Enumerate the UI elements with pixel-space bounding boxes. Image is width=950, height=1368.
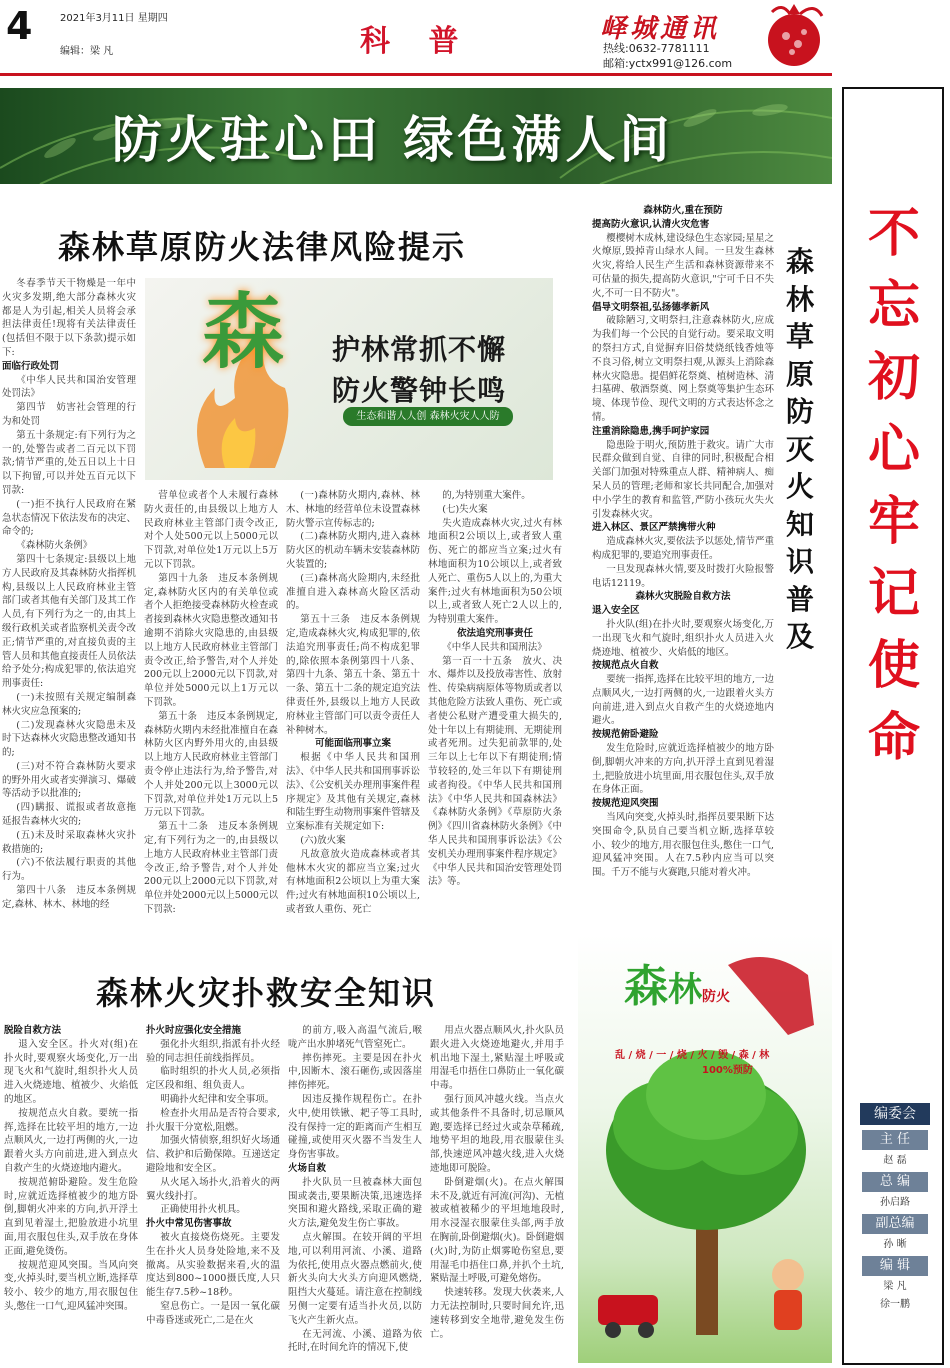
- article1-col2: [144, 489, 278, 917]
- paragraph: 按规范点火自救。要统一指挥,选择在比较平坦的地方,一边点顺风火,一边打两侧的火,一边跟着火头方向前进,进入到点火自救产生的火烧迹地内避火。: [4, 1107, 138, 1174]
- subheading: 按规范迎风突围: [592, 798, 659, 810]
- paragraph: 失火造成森林火灾,过火有林地面积2公顷以上,或者致人重伤、死亡的都应当立案;过火有林地面积为10公顷以上,或者致人死亡、重伤5人以上的,为重大案件;过火有林地面积为50公顷以上,或者致人死亡2人以上的,为特别重大案件。: [428, 517, 562, 626]
- article2-col3: [288, 1024, 422, 1355]
- masthead: 峄城通讯: [600, 14, 721, 44]
- paragraph: 窒息伤亡。一是因一氧化碳中毒昏迷或死亡,二是在火: [146, 1300, 280, 1326]
- paragraph: 扑火队员一旦被森林大面包围或袭击,要果断决策,迅速选择突围和避火路线,采取正确的避火方法,避免发生伤亡事故。: [288, 1176, 422, 1230]
- paragraph: 的前方,吸入高温气流后,喉咙产出水肿堵死气管窒死亡。: [288, 1025, 422, 1050]
- poster2-slogan: 乱 / 烧 / 一 / 烧 / 火 / 毁 / 森 / 林: [615, 1050, 770, 1061]
- board-role: 编 辑: [862, 1256, 928, 1276]
- poster2-percent: 100%预防: [702, 1065, 753, 1076]
- poster-line-2: 防火警钟长鸣: [332, 374, 507, 407]
- paragraph: 第五十条 违反本条例规定,森林防火期内未经批准擅自在森林防火区内野外用火的,由县级以上地方人民政府林业主管部门责令停止违法行为,给予警告,对个人并处200元以上3000元以下罚款,对单位并处1万元以上5万元以下罚款。: [144, 710, 278, 819]
- paragraph: 扑火队(组)在扑火时,要观察火场变化,万一出现飞火和气旋时,组织扑火人员进入火烧迹地、植被少、火焰低的地区。: [592, 618, 774, 658]
- subheading: 脱险自救方法: [4, 1025, 62, 1036]
- issue-date: 2021年3月11日 星期四: [60, 13, 168, 24]
- article1-col5: [592, 204, 774, 880]
- board-name: 赵 磊: [883, 1155, 907, 1166]
- subheading: 森林火灾脱险自救方法: [635, 591, 731, 603]
- paragraph: 《中华人民共和国刑法》: [442, 641, 547, 653]
- paragraph: 一旦发现森林火情,要及时拨打火险报警电话12119。: [592, 563, 774, 589]
- subheading: 按规范点火自救: [592, 660, 659, 672]
- paragraph: 第四十九条 违反本条例规定,森林防火区内的有关单位或者个人拒绝接受森林防火检查或者接到森林火灾隐患整改通知书逾期不消除火灾隐患的,由县级以上地方人民政府林业主管部门责令改正,给予警告,对个人并处200元以上2000元以下罚款,对单位并处5000元以上1万元以下罚款。: [144, 572, 278, 708]
- paragraph: (一)森林防火期内,森林、林木、林地的经营单位未设置森林防火警示宣传标志的;: [286, 490, 420, 529]
- article1-title: 森林草原防火法律风险提示: [58, 228, 467, 266]
- paragraph: 快速转移。发现大伙袭来,人力无法控制时,只要时间允许,迅速转移到安全地带,避免发生伤亡。: [430, 1287, 564, 1340]
- paragraph: (三)对不符合森林防火要求的野外用火或者实弹演习、爆破等活动予以批准的;: [2, 760, 136, 800]
- page-number: 4: [6, 4, 33, 48]
- paragraph: 卧倒避烟(火)。在点火解围未不及,就近有河流(河沟)、无植被或植被稀少的平坦地地段时,用水浸湿衣服蒙住头部,两手放在胸前,卧倒避烟(火)。卧倒避烟(火)时,为防止烟雾呛伤窒息,要用湿毛巾捂住口鼻,并扒个土坑,紧贴湿土呼吸,可避免熔伤。: [430, 1176, 564, 1285]
- paragraph: (六)不依法履行职责的其他行为。: [2, 857, 136, 883]
- board-role: 主 任: [862, 1130, 928, 1150]
- subheading: 可能面临刑事立案: [314, 738, 391, 750]
- paragraph: 第五十条规定:有下列行为之一的,处警告或者二百元以下罚款;情节严重的,处五日以上十日以下拘留,可以并处五百元以下罚款:: [2, 429, 136, 496]
- hotline: 热线:0632-7781111: [603, 42, 710, 55]
- article1-col4: [428, 489, 562, 889]
- paragraph: 加强火情侦察,组织好火场通信、救护和后勤保障。互递送定避险地和安全区。: [146, 1135, 280, 1174]
- article1-col1: [2, 277, 136, 912]
- subheading: 按规范俯卧避险: [592, 729, 659, 741]
- article2-col2: [146, 1024, 280, 1328]
- subheading: 扑火时应强化安全措施: [146, 1025, 242, 1036]
- email: 邮箱:yctx991@126.com: [603, 57, 733, 70]
- page-editor: 编辑：梁 凡: [60, 46, 114, 57]
- subheading: 面临行政处罚: [2, 360, 60, 372]
- board-name: 梁 凡 徐一鹏: [880, 1281, 910, 1310]
- editorial-board: [862, 1130, 928, 1316]
- vertical-feature-title: 森林草原防灭火知识普及: [785, 245, 814, 653]
- paragraph: 根据《中华人民共和国刑法》、《中华人民共和国刑事诉讼法》、《公安机关办理刑事案件程序规定》及其他有关规定,森林和陆生野生动物刑事案件管辖及立案标准有关规定如下:: [286, 752, 420, 833]
- article2-col4: [430, 1024, 564, 1341]
- subheading: 火场自救: [288, 1162, 327, 1174]
- paragraph: (六)放火案: [300, 834, 346, 846]
- subheading: 提高防火意识,认清火灾危害: [592, 218, 710, 230]
- paragraph: (七)失火案: [442, 503, 488, 515]
- board-role: 副总编: [862, 1214, 928, 1234]
- paragraph: 因违反操作规程伤亡。在扑火中,使用铁锹、耙子等工具时,没有保持一定的距离而产生相互碰撞,或使用灭火器不当发生人身伤害事故。: [288, 1093, 422, 1161]
- paragraph: 摔伤摔死。主要是因在扑火中,因断木、滚石砸伤,或因落崖摔伤摔死。: [288, 1052, 422, 1092]
- paragraph: 营单位或者个人未履行森林防火责任的,由县级以上地方人民政府林业主管部门责令改正,对个人处500元以上5000元以下罚款,对单位处1万元以上5万元以下罚款。: [144, 490, 278, 570]
- paragraph: 第四十八条 违反本条例规定,森林、林木、林地的经: [2, 885, 136, 910]
- article2-col1: [4, 1024, 138, 1314]
- paragraph: 明确扑火纪律和安全事项。: [160, 1093, 275, 1105]
- banner-title: 防火驻心田 绿色满人间: [112, 111, 674, 169]
- header-rule: [0, 73, 832, 76]
- paragraph: 凡故意放火造成森林或者其他林木火灾的都应当立案;过火有林地面积2公顷以上为重大案件;过火有林地面积10公顷以上,或者致人重伤、死亡: [286, 848, 420, 915]
- paragraph: 樱樱树木成林,建设绿色生态家园;星星之火燎原,毁掉青山绿水人间。一旦发生森林火灾,将给人民生产生活和森林资源带来不可估量的损失,提高防火意识,"宁可千日不失火,不可一日不防火"。: [592, 232, 774, 299]
- subheading: 退入安全区: [592, 605, 640, 617]
- paragraph: 当风向突变,火掉头时,指挥员要果断下达突围命令,队员自己要当机立断,选择草较小、较少的地方,用衣服包住头,憋住一口气,迎风猛冲突围。人在7.5秒内应当可以突围。千万不能与火赛跑,只能对着火冲。: [592, 812, 774, 879]
- paragraph: 第四十七条规定:县级以上地方人民政府及其森林防火指挥机构,县级以上人民政府林业主管部门或者其他有关部门及其工作人员,有下列行为之一的,由其上级行政机关或者监察机关责令改正;情节严重的,对直接负责的主管人员和其他直接责任人员依法给予处分;构成犯罪的,依法追究刑事责任:: [2, 553, 136, 690]
- rail-slogan: 不忘初心牢记使命: [867, 204, 920, 768]
- paragraph: 造成森林火灾,要依法予以惩处,情节严重构成犯罪的,要追究刑事责任。: [592, 536, 774, 561]
- paragraph: 《中华人民共和国治安管理处罚法》: [2, 374, 136, 400]
- subheading: 倡导文明祭祖,弘扬德孝新风: [592, 301, 710, 313]
- board-role: 总 编: [862, 1172, 928, 1192]
- paragraph: 第五十三条 违反本条例规定,造成森林火灾,构成犯罪的,依法追究刑事责任;尚不构成犯罪的,除依照本条例第四十八条、第四十九条、第五十条、第五十一条、第五十二条的规定追究法律责任外,县级以上地方人民政府林业主管部门可以责令责任人补种树木。: [286, 614, 420, 736]
- paragraph: 隐患险于明火,预防胜于救灾。请广大市民群众做到自觉、自律的同时,积极配合相关部门加强对特殊重点人群、精神病人、痴呆人员的管理;老师和家长共同配合,加强对中小学生的教育和监管,严防小孩玩火失火引发森林火灾。: [592, 439, 774, 520]
- poster-line-1: 护林常抓不懈: [332, 333, 507, 366]
- paragraph: 要统一指挥,选择在比较平坦的地方,一边点顺风火,一边打两侧的火,一边跟着火头方向前进,进入到点火自救产生的火烧迹地内避火。: [592, 674, 774, 727]
- paragraph: 破除陋习,文明祭扫,注意森林防火,应成为我们每一个公民的自觉行动。要采取文明的祭扫方式,自觉摒弃旧俗焚烧纸钱香烛等不良习俗,树立文明祭扫观,从源头上消除森林火灾隐患。提倡鲜花祭奠、植树造林、清扫墓碑、敬酒祭奠、网上祭奠等集护生态环境、体现节俭、现代文明的方式表达怀念之情。: [592, 315, 774, 423]
- paragraph: (二)森林防火期内,进入森林防火区的机动车辆未安装森林防火装置的;: [286, 531, 420, 570]
- paragraph: (二)发现森林火灾隐患未及时下达森林火灾隐患整改通知书的;: [2, 719, 136, 759]
- paragraph: 在无河流、小溪、道路为依托时,在时间允许的情况下,使: [288, 1328, 422, 1354]
- paragraph: 《森林防火条例》: [16, 540, 93, 552]
- paragraph: 发生危险时,应就近选择植被少的地方卧倒,脚朝火冲来的方向,扒开浮土直到见着湿土,把脸放进小坑里面,用衣服包住头,双手放在身体正面。: [592, 743, 774, 796]
- paragraph: 正确使用扑火机具。: [160, 1204, 246, 1216]
- paragraph: 冬春季节天干物燥是一年中火灾多发期,绝大部分森林火灾都是人为引起,相关人员将会承担法律责任!现将有关法律责任(包括但不限于以下条款)提示如下:: [2, 278, 136, 358]
- subheading: 依法追究刑事责任: [456, 627, 533, 639]
- paragraph: 第四节 妨害社会管理的行为和处罚: [2, 402, 136, 427]
- poster2-title: 森林防火: [624, 961, 730, 1012]
- paragraph: 第一百一十五条 放火、决水、爆炸以及投放毒害性、放射性、传染病病原体等物质或者以其他危险方法致人重伤、死亡或者使公私财产遭受重大损失的,处十年以上有期徒刑、无期徒刑或者死刑。过失犯前款罪的,处三年以上七年以下有期徒刑;情节较轻的,处三年以下有期徒刑或者拘役。《中华人民共和国刑法》《中华人民共和国森林法》《森林防火条例》《草原防火条例》《四川省森林防火条例》《中华人民共和国刑事诉讼法》《公安机关办理刑事案件程序规定》《中华人民共和国治安管理处罚法》等。: [428, 655, 562, 888]
- pomegranate-logo-icon: [752, 0, 832, 72]
- paragraph: 从火尾入场扑火,沿着火的两翼火线扑打。: [146, 1176, 280, 1202]
- paragraph: 的,为特别重大案件。: [442, 490, 531, 501]
- subheading: 进入林区、景区严禁携带火种: [592, 522, 716, 534]
- board-name: 孙 晰: [883, 1239, 907, 1250]
- paragraph: 退入安全区。扑火对(组)在扑火时,要观察火场变化,万一出现飞火和气旋时,组织扑火人员进入火烧迹地、植被少、火焰低的地区。: [4, 1038, 138, 1105]
- poster-forest-character: 森: [201, 285, 284, 380]
- paragraph: (一)拒不执行人民政府在紧急状态情况下依法发布的决定、命令的;: [2, 498, 136, 538]
- subheading: 扑火中常见伤害事故: [146, 1218, 232, 1230]
- subheading: 注重消除隐患,携手呵护家园: [592, 425, 710, 437]
- paragraph: (四)瞒报、谎报或者故意拖延报告森林火灾的;: [2, 802, 136, 828]
- article2-title: 森林火灾扑救安全知识: [96, 974, 437, 1012]
- article1-col3: [286, 489, 420, 917]
- paragraph: (三)森林高火险期内,未经批准擅自进入森林高火险区活动的。: [286, 572, 420, 612]
- paragraph: 点火解围。在较开阔的平坦地,可以利用河流、小溪、道路为依托,使用点火器点燃前火,使新火头向大火头方向迎风燃烧,阻挡大火蔓延。请注意在控制线另侧一定要有适当扑火员,以防飞火产生新火点。: [288, 1231, 422, 1326]
- paragraph: 检查扑火用品是否符合要求,扑火服干分宽松,阻燃。: [146, 1107, 280, 1133]
- poster-strip: 生态和谐人人创 森林火灾人人防: [343, 407, 513, 426]
- paragraph: 用点火器点顺风火,扑火队员跟火进入火烧迹地避火,并用手机出地下湿土,紧贴湿土呼吸或用湿毛巾捂住口鼻防止一氧化碳中毒。: [430, 1025, 564, 1092]
- paragraph: (五)未及时采取森林火灾扑救措施的;: [2, 829, 136, 855]
- paragraph: 第五十二条 违反本条例规定,有下列行为之一的,由县级以上地方人民政府林业主管部门责令改正,给予警告,对个人并处200元以上2000元以下罚款,对单位并处2000元以上5000元以下罚款:: [144, 821, 278, 915]
- board-name: 孙启路: [880, 1197, 910, 1208]
- section-title: 科 普: [360, 24, 473, 59]
- paragraph: 被火直接烧伤烧死。主要发生在扑火人员身处险地,来不及撤离。从实验数据来看,火的温度达到800~1000摄氏度,人只能生存7.5秒~18秒。: [146, 1231, 280, 1299]
- paragraph: 强行顶风冲越火线。当点火或其他条件不具备时,切忌顺风跑,要选择已经过火或杂草稀疏,地势平坦的地段,用衣服蒙住头部,快速逆风冲越火线,进入火烧迹地即可脱险。: [430, 1093, 564, 1174]
- paragraph: 临时组织的扑火人员,必须指定区段和组、组负责人。: [146, 1066, 280, 1092]
- paragraph: 按规范俯卧避险。发生危险时,应就近选择植被少的地方卧倒,脚朝火冲来的方向,扒开浮土直到见着湿土,把脸放进小坑里面,用衣服包住头,双手放在身体正面,避免烫伤。: [4, 1176, 138, 1257]
- paragraph: 按规范迎风突围。当风向突变,火掉头时,要当机立断,选择草较小、较少的地方,用衣服包住头,憋住一口气,迎风猛冲突围。: [4, 1259, 138, 1312]
- paragraph: 强化扑火组织,指派有扑火经验的同志担任前线指挥员。: [146, 1038, 280, 1064]
- editorial-board-title: 编委会: [860, 1103, 930, 1125]
- paragraph: (一)未按照有关规定编制森林火灾应急预案的;: [2, 691, 136, 717]
- subheading: 森林防火,重在预防: [643, 205, 723, 216]
